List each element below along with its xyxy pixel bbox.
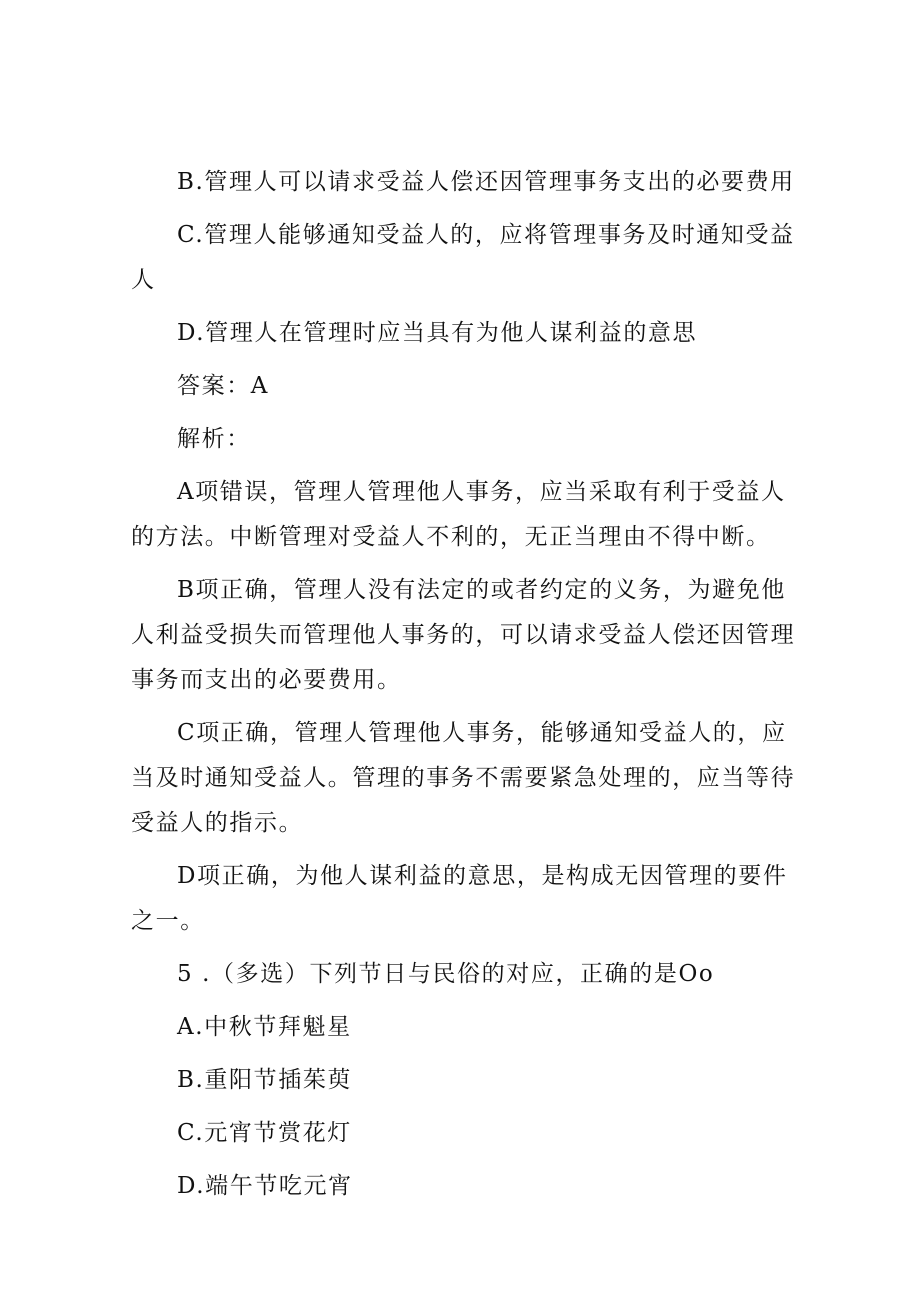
analysis-heading: 解析：: [177, 426, 251, 452]
analysis-a: A项错误，管理人管理他人事务，应当采取有利于受益人的方法。中断管理对受益人不利的，无正当理由不得中断。: [131, 479, 786, 550]
answer-text: 答案：A: [177, 373, 270, 399]
option-c-text: C.管理人能够通知受益人的，应将管理事务及时通知受益人: [131, 222, 795, 293]
option-b-text: B.管理人可以请求受益人偿还因管理事务支出的必要费用: [177, 169, 795, 195]
analysis-b: B项正确，管理人没有法定的或者约定的义务，为避免他人利益受损失而管理他人事务的，可以请求受益人偿还因管理事务而支出的必要费用。: [131, 577, 796, 693]
q5-option-d: D.端午节吃元宵: [177, 1173, 353, 1199]
analysis-d: D项正确，为他人谋利益的意思，是构成无因管理的要件之一。: [131, 863, 788, 934]
option-d-text: D.管理人在管理时应当具有为他人谋利益的意思: [177, 320, 698, 346]
analysis-c: C项正确，管理人管理他人事务，能够通知受益人的，应当及时通知受益人。管理的事务不需要紧急处理的，应当等待受益人的指示。: [131, 720, 796, 836]
q5-option-b: B.重阳节插茱萸: [177, 1067, 353, 1093]
q5-option-a: A.中秋节拜魁星: [177, 1014, 352, 1040]
question-5: 5 .（多选）下列节日与民俗的对应，正确的是Oo: [177, 961, 715, 987]
q5-option-c: C.元宵节赏花灯: [177, 1120, 352, 1146]
